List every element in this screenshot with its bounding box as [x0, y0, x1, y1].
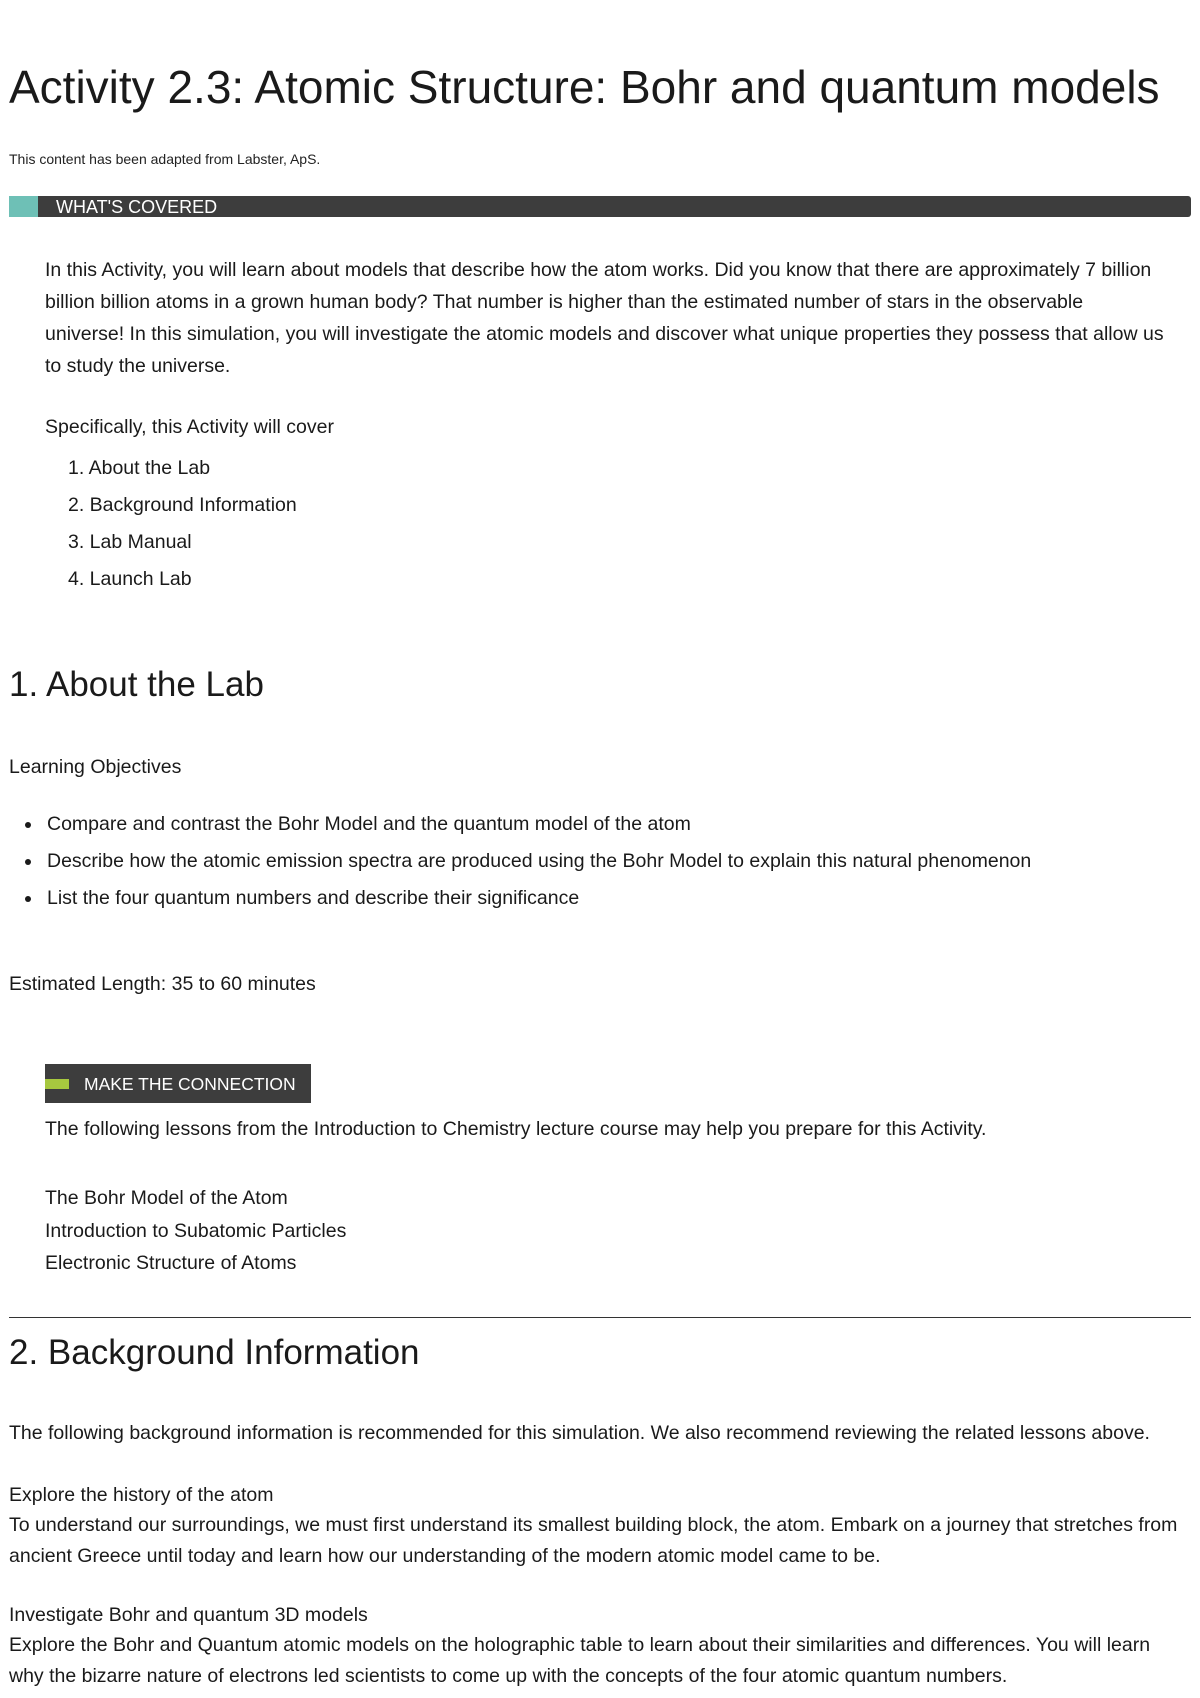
bullet-icon	[25, 822, 31, 828]
lessons-list	[45, 1182, 346, 1280]
estimated-length: Estimated Length: 35 to 60 minutes	[9, 973, 316, 995]
lesson-link-bohr[interactable]: The Bohr Model of the Atom	[45, 1187, 288, 1209]
make-connection-banner	[45, 1064, 311, 1103]
covered-lead: Specifically, this Activity will cover	[45, 416, 334, 438]
background-intro: The following background information is recommended for this simulation. We also recommend reviewing the related lessons above.	[9, 1422, 1150, 1444]
objectives-list	[24, 806, 1031, 917]
adapted-note: This content has been adapted from Labster, ApS.	[9, 151, 321, 167]
block-title: Investigate Bohr and quantum 3D models	[9, 1604, 368, 1626]
bullet-icon	[25, 859, 31, 865]
list-item: Describe how the atomic emission spectra are produced using the Bohr Model to explain this natural phenomenon	[24, 843, 1031, 880]
bullet-icon	[25, 896, 31, 902]
page-title: Activity 2.3: Atomic Structure: Bohr and quantum models	[9, 61, 1160, 113]
make-connection-label: MAKE THE CONNECTION	[84, 1074, 296, 1094]
about-heading: 1. About the Lab	[9, 665, 264, 704]
background-block-history	[9, 1480, 1189, 1572]
lesson-link-subatomic[interactable]: Introduction to Subatomic Particles	[45, 1219, 347, 1242]
background-heading: 2. Background Information	[9, 1333, 420, 1372]
banner-accent	[9, 196, 38, 217]
covered-item-about[interactable]: 1. About the Lab	[68, 457, 211, 479]
banner-accent	[45, 1079, 69, 1089]
covered-item-background[interactable]: 2. Background Information	[68, 494, 297, 516]
covered-item-launch[interactable]: 4. Launch Lab	[68, 568, 192, 590]
section-divider	[9, 1317, 1191, 1318]
covered-intro: In this Activity, you will learn about models that describe how the atom works. Did you know that there are approximately 7 billion billion billion atoms in a grown human body? That number is higher than the estimated number of stars in the observable universe! In this simulation, you will investigate the atomic models and discover what unique properties they possess that allow us to study the universe.	[45, 259, 1164, 377]
list-item: List the four quantum numbers and describe their significance	[24, 880, 1031, 917]
lesson-link-electronic[interactable]: Electronic Structure of Atoms	[45, 1252, 297, 1274]
covered-item-manual[interactable]: 3. Lab Manual	[68, 531, 192, 553]
covered-list	[68, 450, 297, 598]
block-text: Explore the Bohr and Quantum atomic models on the holographic table to learn about their similarities and differences. You will learn why the bizarre nature of electrons led scientists to come up with the concepts of the four atomic quantum numbers.	[9, 1634, 1151, 1687]
whats-covered-banner	[9, 196, 1191, 217]
background-block-models	[9, 1600, 1189, 1692]
connection-text: The following lessons from the Introduction to Chemistry lecture course may help you prepare for this Activity.	[45, 1118, 987, 1140]
list-item: Compare and contrast the Bohr Model and the quantum model of the atom	[24, 806, 1031, 843]
block-title: Explore the history of the atom	[9, 1484, 274, 1506]
whats-covered-label: WHAT'S COVERED	[56, 197, 218, 217]
block-text: To understand our surroundings, we must first understand its smallest building block, the atom. Embark on a journey that stretches from ancient Greece until today and learn how our understanding of the modern atomic model came to be.	[9, 1514, 1178, 1567]
learning-objectives-label: Learning Objectives	[9, 756, 182, 778]
